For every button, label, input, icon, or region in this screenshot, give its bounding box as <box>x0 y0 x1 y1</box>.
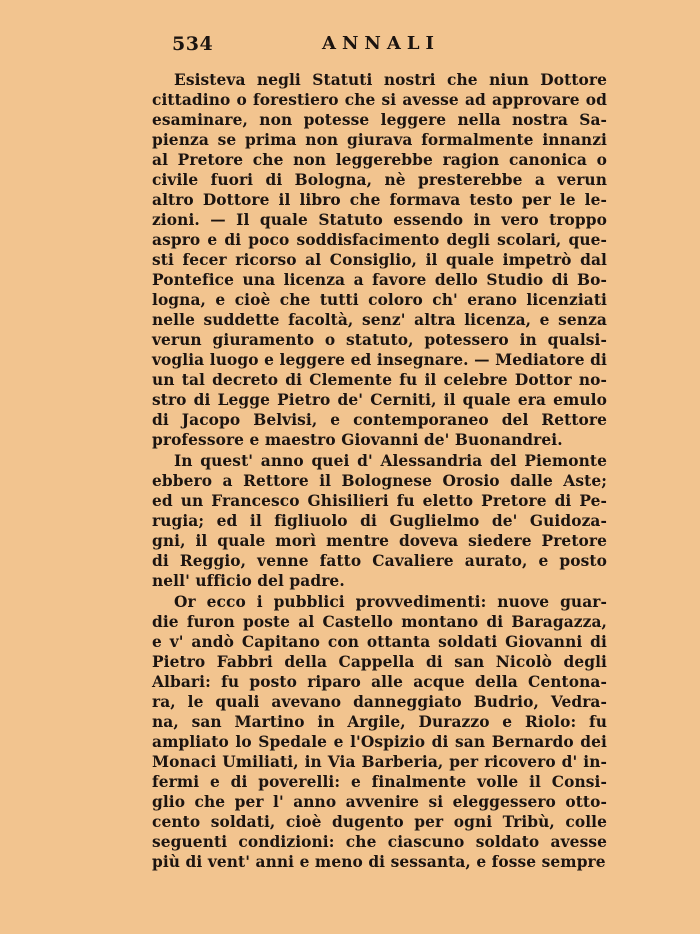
text-line: più di vent' anni e meno di sessanta, e fosse sempre <box>152 853 606 871</box>
text-line: na, san Martino in Argile, Durazzo e Riolo: fu <box>152 713 607 731</box>
page-number: 534 <box>172 33 214 55</box>
text-line: professore e maestro Giovanni de' Buonandrei. <box>152 431 563 449</box>
text-line: glio che per l' anno avvenire si eleggessero otto- <box>152 793 607 811</box>
text-line: altro Dottore il libro che formava testo per le le- <box>152 191 607 209</box>
text-line: civile fuori di Bologna, nè presterebbe a verun <box>152 171 607 189</box>
text-line: die furon poste al Castello montano di Baragazza, <box>152 613 607 631</box>
text-line: Monaci Umiliati, in Via Barberia, per ricovero d' in- <box>152 753 607 771</box>
text-line: di Jacopo Belvisi, e contemporaneo del Rettore <box>152 411 607 429</box>
text-line: esaminare, non potesse leggere nella nostra Sa- <box>152 111 607 129</box>
text-line: e v' andò Capitano con ottanta soldati Giovanni di <box>152 633 607 651</box>
text-line: Pontefice una licenza a favore dello Studio di Bo- <box>152 271 607 289</box>
text-line: Albari: fu posto riparo alle acque della Centona- <box>152 673 607 691</box>
text-line: aspro e di poco soddisfacimento degli scolari, que- <box>152 231 607 249</box>
body-text <box>152 70 607 872</box>
text-line: cento soldati, cioè dugento per ogni Tribù, colle <box>152 813 607 831</box>
text-line: fermi e di poverelli: e finalmente volle il Consi- <box>152 773 607 791</box>
text-line: logna, e cioè che tutti coloro ch' erano licenziati <box>152 291 607 309</box>
text-line: ra, le quali avevano danneggiato Budrio, Vedra- <box>152 693 607 711</box>
text-line: al Pretore che non leggerebbe ragion canonica o <box>152 151 607 169</box>
page-header <box>150 33 610 59</box>
text-line: Or ecco i pubblici provvedimenti: nuove guar- <box>174 593 607 611</box>
text-line: sti fecer ricorso al Consiglio, il quale impetrò dal <box>152 251 607 269</box>
text-line: gni, il quale morì mentre doveva siedere Pretore <box>152 532 607 550</box>
text-line: stro di Legge Pietro de' Cerniti, il quale era emulo <box>152 391 607 409</box>
paragraph <box>152 592 607 872</box>
paragraph <box>152 70 607 451</box>
text-line: nell' ufficio del padre. <box>152 572 345 590</box>
running-head: ANNALI <box>322 33 440 54</box>
text-line: cittadino o forestiero che si avesse ad approvare od <box>152 91 607 109</box>
text-line: Pietro Fabbri della Cappella di san Nicolò degli <box>152 653 607 671</box>
text-line: nelle suddette facoltà, senz' altra licenza, e senza <box>152 311 607 329</box>
text-line: verun giuramento o statuto, potessero in qualsi- <box>152 331 607 349</box>
text-line: ebbero a Rettore il Bolognese Orosio dalle Aste; <box>152 472 607 490</box>
text-line: seguenti condizioni: che ciascuno soldato avesse <box>152 833 607 851</box>
text-line: rugia; ed il figliuolo di Guglielmo de' Guidoza- <box>152 512 607 530</box>
text-line: ampliato lo Spedale e l'Ospizio di san Bernardo dei <box>152 733 607 751</box>
text-line: un tal decreto di Clemente fu il celebre Dottor no- <box>152 371 607 389</box>
text-line: pienza se prima non giurava formalmente innanzi <box>152 131 607 149</box>
text-line: zioni. — Il quale Statuto essendo in vero troppo <box>152 211 607 229</box>
text-line: di Reggio, venne fatto Cavaliere aurato, e posto <box>152 552 607 570</box>
text-line: voglia luogo e leggere ed insegnare. — Mediatore di <box>152 351 607 369</box>
text-line: In quest' anno quei d' Alessandria del Piemonte <box>174 452 607 470</box>
paragraph <box>152 451 607 592</box>
text-line: ed un Francesco Ghisilieri fu eletto Pretore di Pe- <box>152 492 607 510</box>
text-line: Esisteva negli Statuti nostri che niun Dottore <box>174 71 607 89</box>
